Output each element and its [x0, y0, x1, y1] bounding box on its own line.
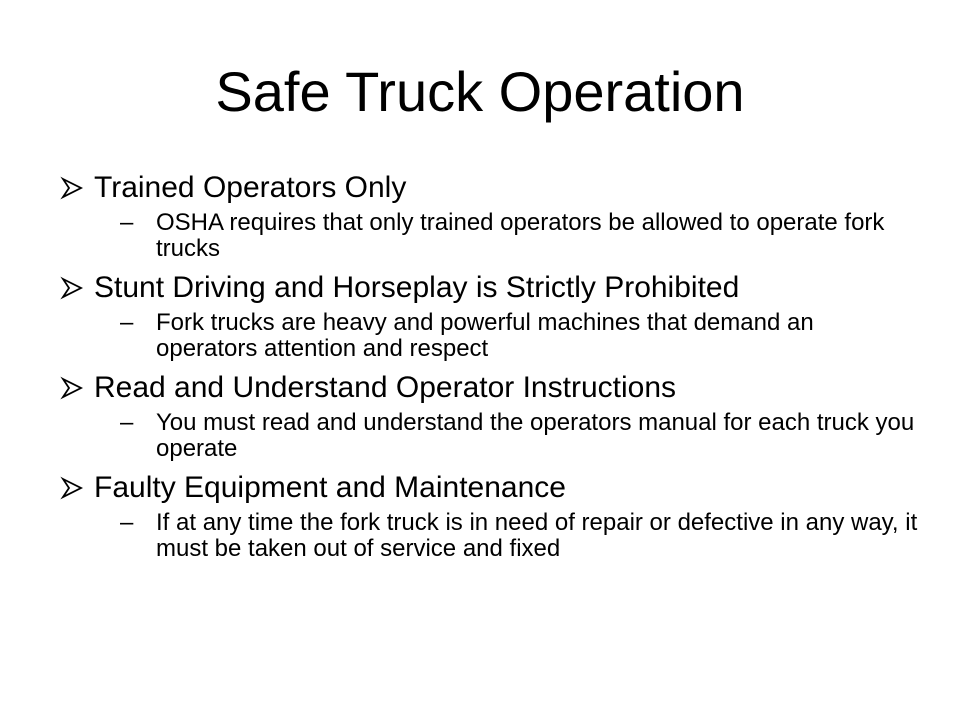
bullet-text: Faulty Equipment and Maintenance — [94, 471, 566, 504]
bullet-item — [60, 470, 920, 562]
slide-title: Safe Truck Operation — [215, 60, 745, 123]
arrow-bullet-icon — [60, 476, 84, 500]
bullet-text: Stunt Driving and Horseplay is Strictly Prohibited — [94, 271, 740, 304]
sub-bullet-text: Fork trucks are heavy and powerful machines that demand an operators attention and respect — [156, 309, 814, 362]
bullet-text: Read and Understand Operator Instructions — [94, 371, 676, 404]
sub-bullet-list — [94, 410, 920, 462]
sub-bullet-item — [108, 410, 920, 462]
arrow-bullet-icon — [60, 176, 84, 200]
sub-bullet-item — [108, 510, 920, 562]
arrow-bullet-icon — [60, 276, 84, 300]
sub-bullet-text: You must read and understand the operators manual for each truck you operate — [156, 409, 915, 462]
dash-marker: – — [120, 309, 134, 336]
sub-bullet-list — [94, 310, 920, 362]
dash-marker: – — [120, 509, 134, 536]
bullet-item — [60, 170, 920, 262]
dash-marker: – — [120, 209, 134, 236]
dash-marker: – — [120, 409, 134, 436]
sub-bullet-text: If at any time the fork truck is in need of repair or defective in any way, it must be taken out of service and fixed — [156, 509, 918, 562]
bullet-text: Trained Operators Only — [94, 171, 407, 204]
sub-bullet-text: OSHA requires that only trained operators be allowed to operate fork trucks — [156, 209, 885, 262]
sub-bullet-item — [108, 310, 920, 362]
sub-bullet-list — [94, 510, 920, 562]
bullet-list — [60, 170, 920, 566]
sub-bullet-item — [108, 210, 920, 262]
sub-bullet-list — [94, 210, 920, 262]
bullet-item — [60, 370, 920, 462]
bullet-item — [60, 270, 920, 362]
arrow-bullet-icon — [60, 376, 84, 400]
